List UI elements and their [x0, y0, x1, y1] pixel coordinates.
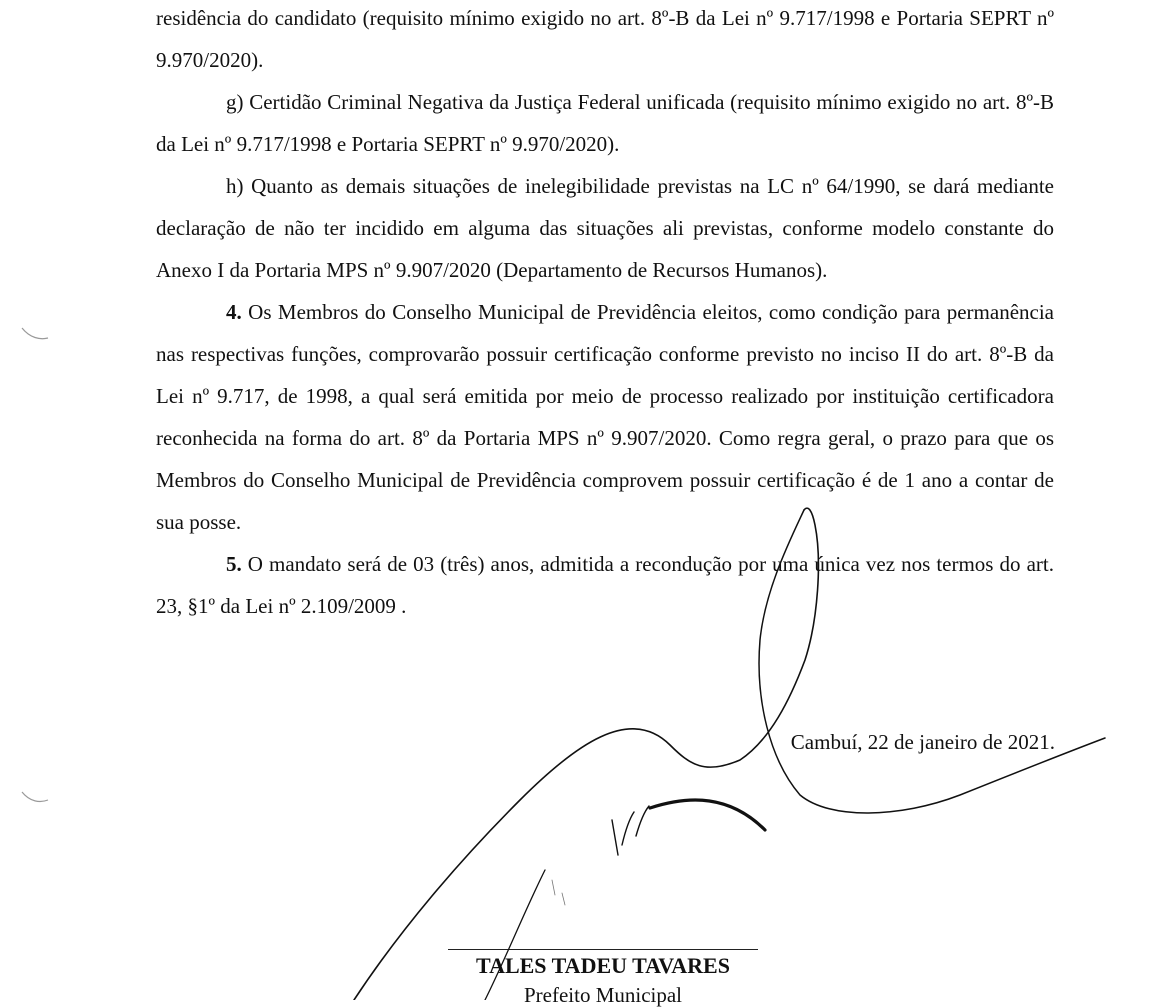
signature-line — [448, 949, 758, 950]
signer-name: TALES TADEU TAVARES — [476, 953, 730, 978]
paragraph-text: O mandato será de 03 (três) anos, admitida a recondução por uma única vez nos termos do art. 23, §1º da Lei nº 2.109/2009 . — [156, 552, 1054, 618]
paragraph-text: g) Certidão Criminal Negativa da Justiça Federal unificada (requisito mínimo exigido no art. 8º-B da Lei nº 9.717/1998 e Portaria SEPRT nº 9.970/2020). — [156, 90, 1054, 156]
document-body — [156, 0, 1054, 627]
signer-title: Prefeito Municipal — [523, 983, 683, 1007]
paragraph-item-5 — [156, 543, 1054, 627]
date-line: Cambuí, 22 de janeiro de 2021. — [790, 730, 1055, 754]
paragraph-text: residência do candidato (requisito mínimo exigido no art. 8º-B da Lei nº 9.717/1998 e Portaria SEPRT nº 9.970/2020). — [156, 6, 1054, 72]
paragraph-residencia-continuation — [156, 0, 1054, 81]
paragraph-number: 5. — [226, 552, 242, 576]
paragraph-text: Os Membros do Conselho Municipal de Previdência eleitos, como condição para permanência nas respectivas funções, comprovarão possuir certificação conforme previsto no inciso II do art. 8º-B da Lei nº 9.717, de 1998, a qual será emitida por meio de processo realizado por instituição certificadora reconhecida na forma do art. 8º da Portaria MPS nº 9.907/2020. Como regra geral, o prazo para que os Membros do Conselho Municipal de Previdência comprovem possuir certificação é de 1 ano a contar de sua posse. — [156, 300, 1054, 534]
paragraph-item-4 — [156, 291, 1054, 543]
paragraph-item-g — [156, 81, 1054, 165]
paragraph-number: 4. — [226, 300, 242, 324]
paragraph-text: h) Quanto as demais situações de inelegibilidade previstas na LC nº 64/1990, se dará mediante declaração de não ter incidido em alguma das situações ali previstas, conforme modelo constante do Anexo I da Portaria MPS nº 9.907/2020 (Departamento de Recursos Humanos). — [156, 174, 1054, 282]
paragraph-item-h — [156, 165, 1054, 291]
